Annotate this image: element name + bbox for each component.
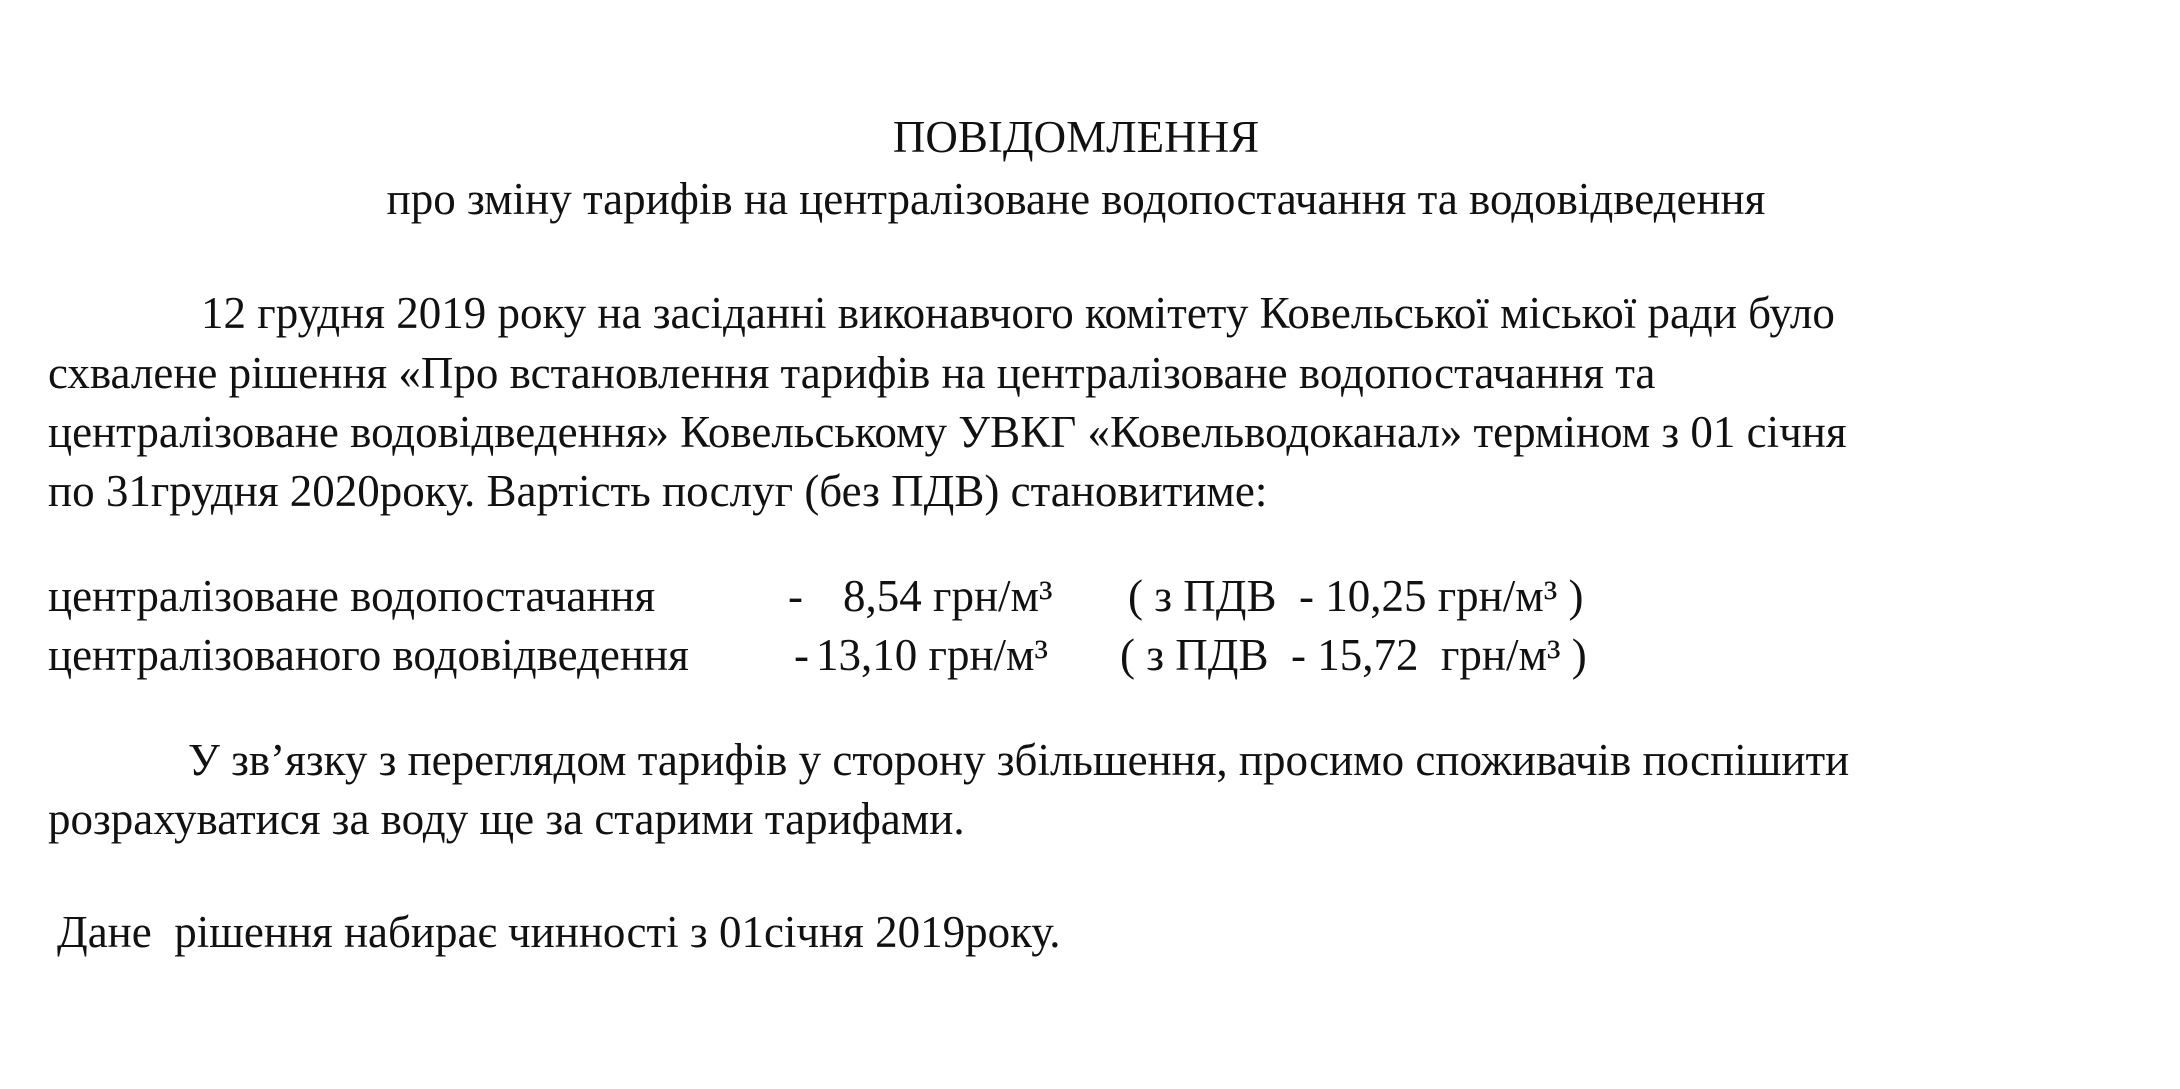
effective-date-paragraph: Дане рішення набирає чинності з 01січня 2019року. — [57, 907, 1061, 957]
tariff-row-water-disposal — [48, 627, 1587, 683]
tariff-value-with-vat: ( з ПДВ - 10,25 грн/м³ ) — [1128, 571, 1584, 621]
notice-subtitle: про зміну тарифів на централізоване водопостачання та водовідведення — [386, 174, 1766, 224]
intro-paragraph-line: схвалене рішення «Про встановлення тарифів на централізоване водопостачання та — [48, 348, 1656, 398]
intro-paragraph-line: по 31грудня 2020року. Вартість послуг (без ПДВ) становитиме: — [48, 466, 1268, 516]
tariff-value-with-vat: ( з ПДВ - 15,72 грн/м³ ) — [1120, 630, 1587, 680]
tariff-value: 13,10 грн/м³ — [816, 630, 1049, 680]
request-paragraph-line: розрахуватися за воду ще за старими тарифами. — [48, 794, 965, 844]
tariff-dash: - — [794, 630, 809, 680]
tariff-value: 8,54 грн/м³ — [843, 571, 1053, 621]
intro-paragraph-line: централізоване водовідведення» Ковельському УВКГ «Ковельводоканал» терміном з 01 січня — [48, 407, 1847, 457]
request-paragraph-line: У зв’язку з переглядом тарифів у сторону збільшення, просимо споживачів поспішити — [188, 735, 1850, 785]
tariff-row-water-supply — [48, 568, 1584, 624]
notice-title: ПОВІДОМЛЕННЯ — [892, 112, 1260, 162]
tariff-name: централізоване водопостачання — [48, 571, 656, 621]
tariff-dash: - — [788, 571, 803, 621]
tariff-name: централізованого водовідведення — [48, 630, 689, 680]
intro-paragraph-line: 12 грудня 2019 року на засіданні виконавчого комітету Ковельської міської ради було — [201, 288, 1835, 338]
